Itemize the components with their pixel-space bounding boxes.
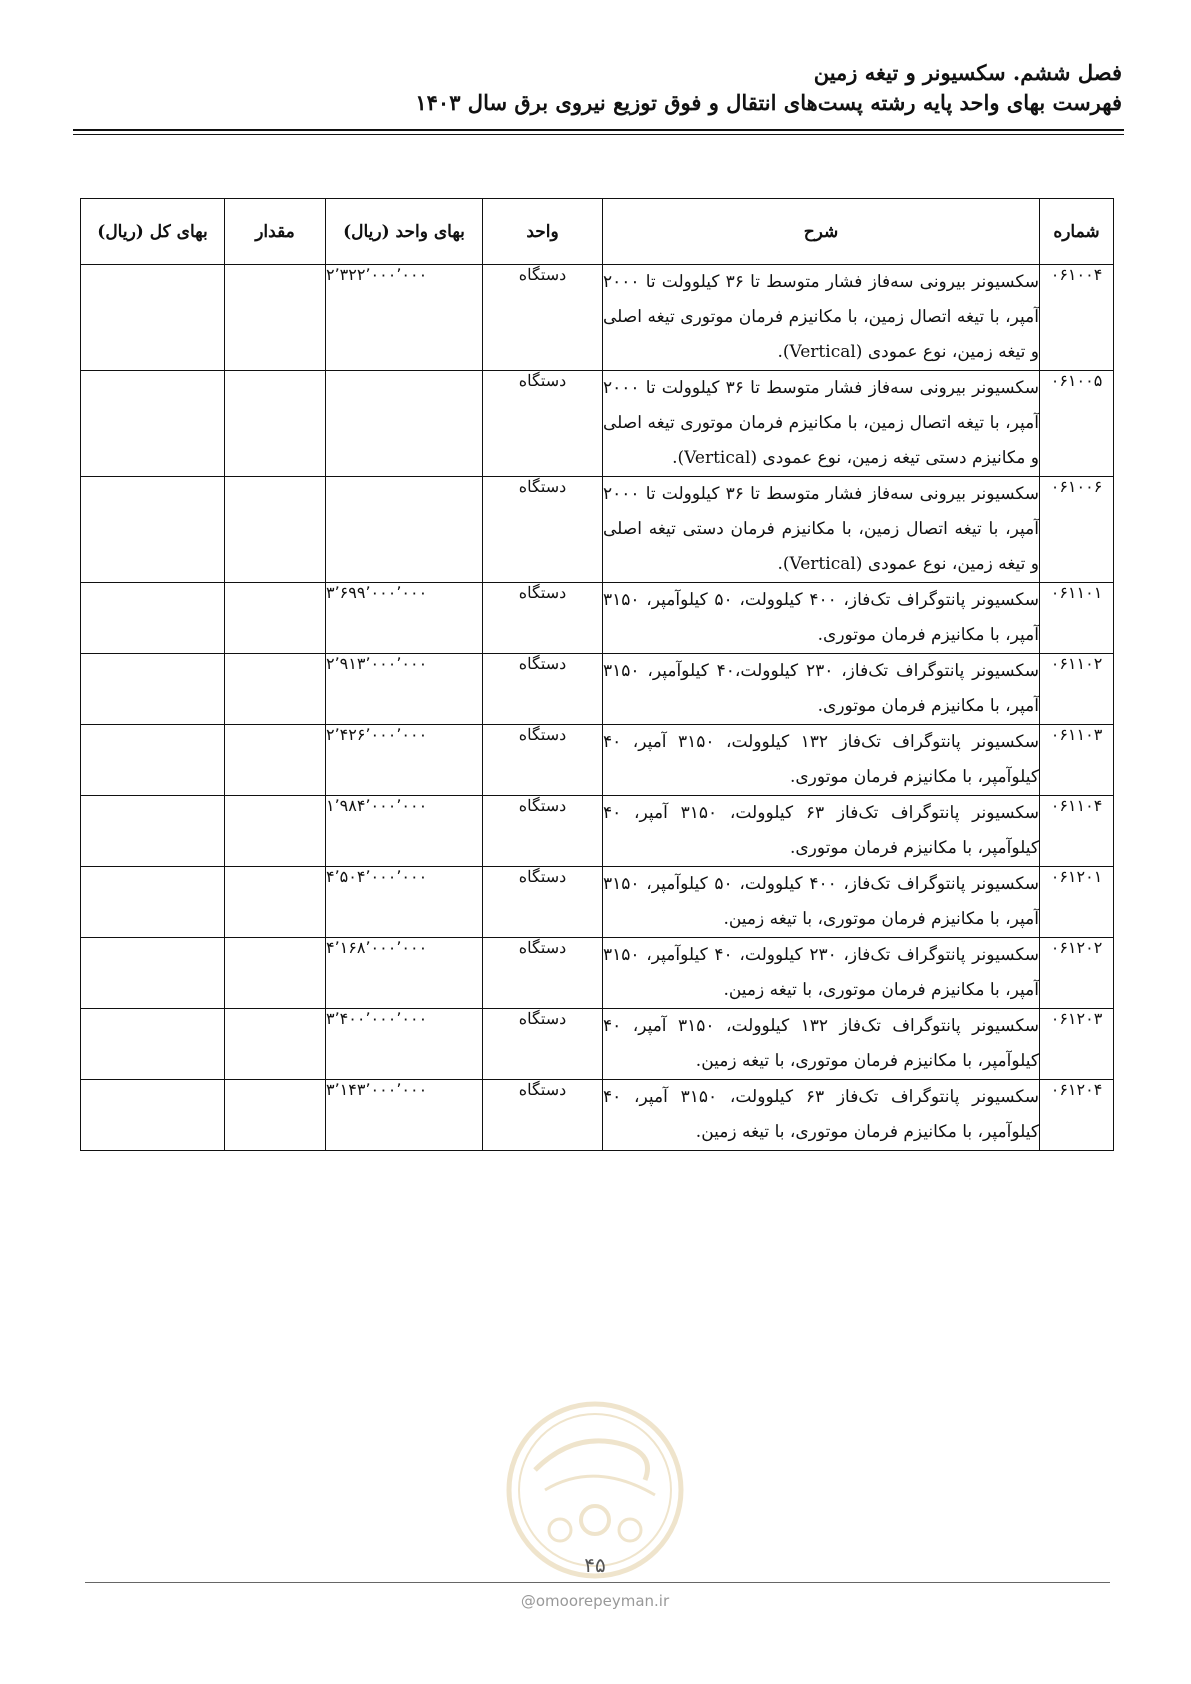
item-total (81, 265, 225, 371)
item-code: ۰۶۱۱۰۴ (1040, 796, 1114, 867)
item-description: سکسیونر پانتوگراف تک‌فاز، ۴۰۰ کیلوولت، ۵۰ کیلوآمپر، ۳۱۵۰ آمپر، با مکانیزم فرمان موتوری. (603, 583, 1040, 654)
table-row (81, 477, 1114, 583)
item-code: ۰۶۱۰۰۶ (1040, 477, 1114, 583)
item-description: سکسیونر بیرونی سه‌فاز فشار متوسط تا ۳۶ کیلوولت تا ۲۰۰۰ آمپر، با تیغه اتصال زمین، با مکانیزم فرمان دستی تیغه اصلی و تیغه زمین، نوع عمودی (Vertical). (603, 477, 1040, 583)
col-header-unit: واحد (483, 199, 603, 265)
item-unit-price: ۴٬۱۶۸٬۰۰۰٬۰۰۰ (326, 938, 483, 1009)
header-rule-thick (73, 129, 1124, 131)
item-description: سکسیونر بیرونی سه‌فاز فشار متوسط تا ۳۶ کیلوولت تا ۲۰۰۰ آمپر، با تیغه اتصال زمین، با مکانیزم فرمان موتوری تیغه اصلی و مکانیزم دستی تیغه زمین، نوع عمودی (Vertical). (603, 371, 1040, 477)
item-description: سکسیونر پانتوگراف تک‌فاز، ۴۰۰ کیلوولت، ۵۰ کیلوآمپر، ۳۱۵۰ آمپر، با مکانیزم فرمان موتوری، با تیغه زمین. (603, 867, 1040, 938)
table-row (81, 725, 1114, 796)
item-total (81, 938, 225, 1009)
footer-website: @omoorepeyman.ir (520, 1592, 670, 1610)
item-unit-price: ۴٬۵۰۴٬۰۰۰٬۰۰۰ (326, 867, 483, 938)
item-code: ۰۶۱۲۰۳ (1040, 1009, 1114, 1080)
footer-rule (85, 1582, 1110, 1583)
table-row (81, 371, 1114, 477)
item-unit: دستگاه (483, 654, 603, 725)
item-unit-price: ۳٬۶۹۹٬۰۰۰٬۰۰۰ (326, 583, 483, 654)
table-row (81, 1080, 1114, 1151)
item-code: ۰۶۱۱۰۱ (1040, 583, 1114, 654)
item-description: سکسیونر بیرونی سه‌فاز فشار متوسط تا ۳۶ کیلوولت تا ۲۰۰۰ آمپر، با تیغه اتصال زمین، با مکانیزم فرمان موتوری تیغه اصلی و تیغه زمین، نوع عمودی (Vertical). (603, 265, 1040, 371)
col-header-desc: شرح (603, 199, 1040, 265)
chapter-title: فصل ششم. سکسیونر و تیغه زمین (813, 60, 1122, 85)
item-code: ۰۶۱۲۰۲ (1040, 938, 1114, 1009)
item-total (81, 583, 225, 654)
item-unit: دستگاه (483, 1009, 603, 1080)
item-total (81, 654, 225, 725)
item-unit: دستگاه (483, 265, 603, 371)
item-total (81, 725, 225, 796)
item-unit-price (326, 477, 483, 583)
price-table (80, 198, 1114, 1151)
table-row (81, 1009, 1114, 1080)
item-unit: دستگاه (483, 1080, 603, 1151)
item-total (81, 796, 225, 867)
item-unit: دستگاه (483, 867, 603, 938)
table-row (81, 583, 1114, 654)
item-total (81, 477, 225, 583)
item-description: سکسیونر پانتوگراف تک‌فاز، ۲۳۰ کیلوولت، ۴۰ کیلوآمپر، ۳۱۵۰ آمپر، با مکانیزم فرمان موتوری، با تیغه زمین. (603, 938, 1040, 1009)
item-code: ۰۶۱۰۰۴ (1040, 265, 1114, 371)
item-code: ۰۶۱۰۰۵ (1040, 371, 1114, 477)
item-description: سکسیونر پانتوگراف تک‌فاز، ۲۳۰ کیلوولت،۴۰ کیلوآمپر، ۳۱۵۰ آمپر، با مکانیزم فرمان موتوری. (603, 654, 1040, 725)
item-qty (225, 371, 326, 477)
item-qty (225, 867, 326, 938)
item-total (81, 371, 225, 477)
item-qty (225, 583, 326, 654)
document-subtitle: فهرست بهای واحد پایه رشته پست‌های انتقال و فوق توزیع نیروی برق سال ۱۴۰۳ (415, 90, 1122, 115)
table-row (81, 796, 1114, 867)
item-qty (225, 938, 326, 1009)
item-unit: دستگاه (483, 477, 603, 583)
item-description: سکسیونر پانتوگراف تک‌فاز ۶۳ کیلوولت، ۳۱۵۰ آمپر، ۴۰ کیلوآمپر، با مکانیزم فرمان موتوری. (603, 796, 1040, 867)
item-qty (225, 477, 326, 583)
item-unit: دستگاه (483, 583, 603, 654)
item-qty (225, 1080, 326, 1151)
item-unit-price: ۲٬۴۲۶٬۰۰۰٬۰۰۰ (326, 725, 483, 796)
col-header-unit-price: بهای واحد (ریال) (326, 199, 483, 265)
col-header-qty: مقدار (225, 199, 326, 265)
item-unit: دستگاه (483, 938, 603, 1009)
item-code: ۰۶۱۲۰۱ (1040, 867, 1114, 938)
item-unit-price: ۱٬۹۸۴٬۰۰۰٬۰۰۰ (326, 796, 483, 867)
item-code: ۰۶۱۱۰۲ (1040, 654, 1114, 725)
item-qty (225, 1009, 326, 1080)
item-qty (225, 796, 326, 867)
item-unit-price (326, 371, 483, 477)
item-qty (225, 265, 326, 371)
item-description: سکسیونر پانتوگراف تک‌فاز ۱۳۲ کیلوولت، ۳۱۵۰ آمپر، ۴۰ کیلوآمپر، با مکانیزم فرمان موتوری، با تیغه زمین. (603, 1009, 1040, 1080)
col-header-total: بهای کل (ریال) (81, 199, 225, 265)
page-number: ۴۵ (584, 1553, 606, 1577)
item-unit-price: ۳٬۴۰۰٬۰۰۰٬۰۰۰ (326, 1009, 483, 1080)
item-unit-price: ۲٬۳۲۲٬۰۰۰٬۰۰۰ (326, 265, 483, 371)
item-total (81, 867, 225, 938)
item-unit: دستگاه (483, 796, 603, 867)
item-qty (225, 654, 326, 725)
item-unit: دستگاه (483, 725, 603, 796)
item-total (81, 1009, 225, 1080)
item-unit-price: ۲٬۹۱۳٬۰۰۰٬۰۰۰ (326, 654, 483, 725)
table-row (81, 867, 1114, 938)
item-unit: دستگاه (483, 371, 603, 477)
table-header-row (81, 199, 1114, 265)
item-code: ۰۶۱۲۰۴ (1040, 1080, 1114, 1151)
item-code: ۰۶۱۱۰۳ (1040, 725, 1114, 796)
table-row (81, 938, 1114, 1009)
item-qty (225, 725, 326, 796)
table-row (81, 654, 1114, 725)
header-rule-thin (73, 134, 1124, 135)
item-unit-price: ۳٬۱۴۳٬۰۰۰٬۰۰۰ (326, 1080, 483, 1151)
item-total (81, 1080, 225, 1151)
col-header-code: شماره (1040, 199, 1114, 265)
item-description: سکسیونر پانتوگراف تک‌فاز ۶۳ کیلوولت، ۳۱۵۰ آمپر، ۴۰ کیلوآمپر، با مکانیزم فرمان موتوری، با تیغه زمین. (603, 1080, 1040, 1151)
page-header (75, 58, 1122, 118)
item-description: سکسیونر پانتوگراف تک‌فاز ۱۳۲ کیلوولت، ۳۱۵۰ آمپر، ۴۰ کیلوآمپر، با مکانیزم فرمان موتوری. (603, 725, 1040, 796)
table-row (81, 265, 1114, 371)
